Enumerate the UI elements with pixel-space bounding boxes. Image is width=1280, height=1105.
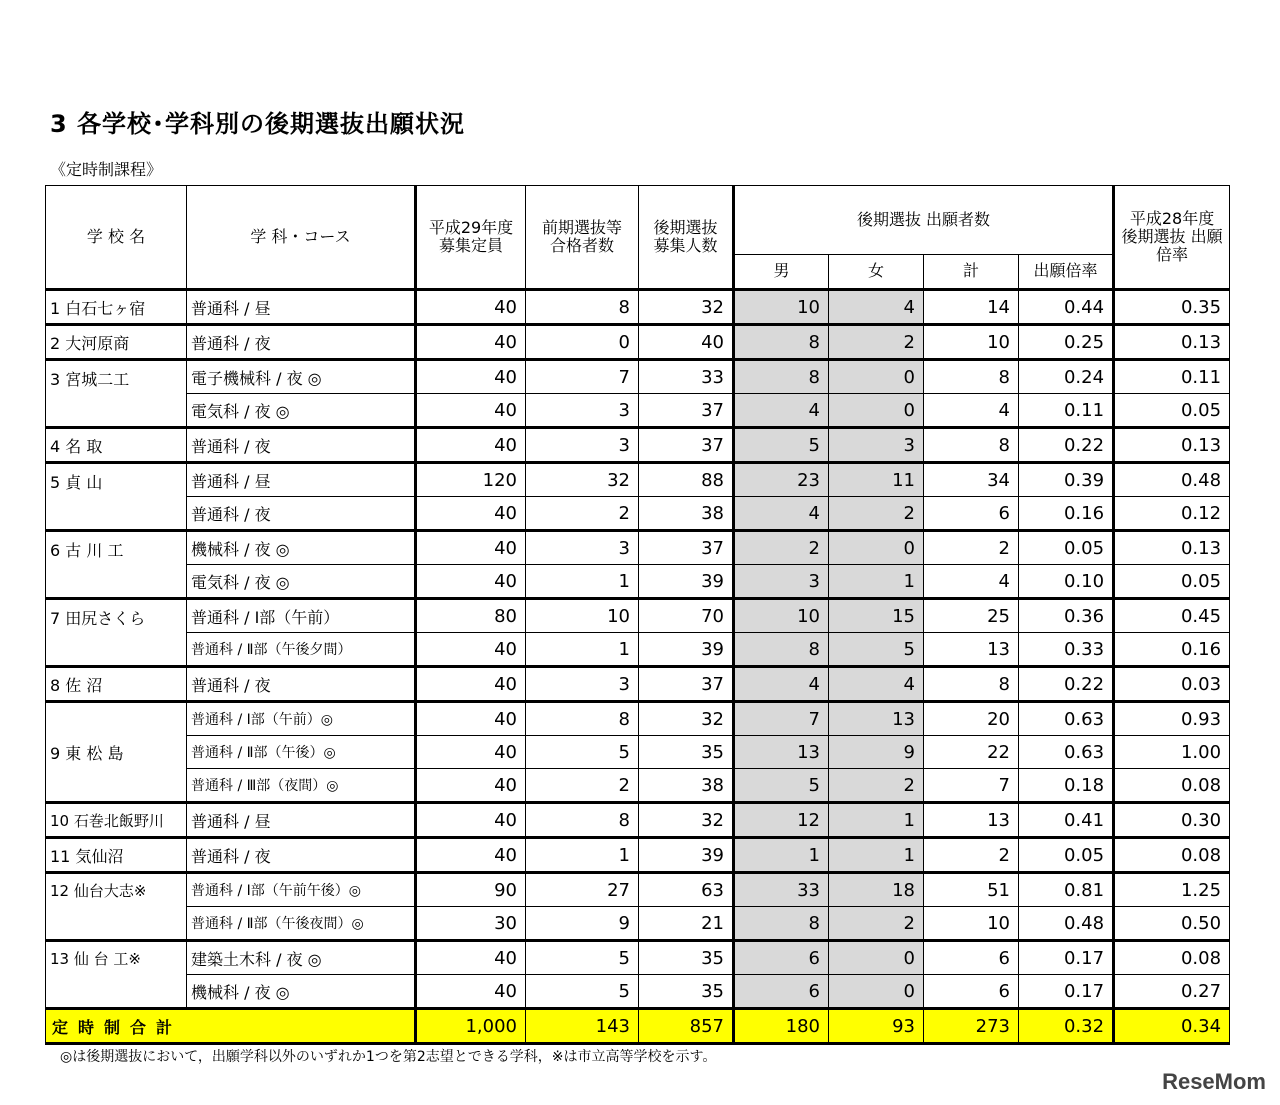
header-quota: 平成29年度 募集定員 <box>416 186 526 290</box>
total-cell: 25 <box>924 599 1019 633</box>
prev-cell: 0.12 <box>1114 497 1230 531</box>
ratio-cell: 0.17 <box>1019 941 1114 975</box>
total-cell: 13 <box>924 633 1019 667</box>
course-cell: 普通科 / Ⅲ部（夜間）◎ <box>187 769 416 803</box>
table-row <box>46 497 1230 531</box>
ratio-cell: 0.48 <box>1019 907 1114 941</box>
prev-cell: 0.16 <box>1114 633 1230 667</box>
total-cell: 8 <box>924 360 1019 394</box>
quota-cell: 40 <box>416 769 526 803</box>
female-cell: 2 <box>829 769 924 803</box>
prev-cell: 0.03 <box>1114 667 1230 702</box>
late-cell: 39 <box>639 565 734 599</box>
late-cell: 32 <box>639 290 734 325</box>
late-cell: 88 <box>639 463 734 497</box>
male-cell: 4 <box>734 667 829 702</box>
male-cell: 1 <box>734 838 829 873</box>
late-cell: 37 <box>639 428 734 463</box>
table-row <box>46 325 1230 360</box>
school-name-cell: 1 白石七ヶ宿 <box>46 290 187 325</box>
ratio-cell: 0.81 <box>1019 873 1114 907</box>
course-cell: 普通科 / 昼 <box>187 803 416 838</box>
quota-cell: 40 <box>416 975 526 1009</box>
male-cell: 4 <box>734 497 829 531</box>
total-early-cell: 143 <box>526 1009 639 1044</box>
table-row <box>46 803 1230 838</box>
total-cell: 10 <box>924 907 1019 941</box>
male-cell: 3 <box>734 565 829 599</box>
female-cell: 13 <box>829 702 924 736</box>
female-cell: 15 <box>829 599 924 633</box>
prev-cell: 0.08 <box>1114 838 1230 873</box>
total-row <box>46 1009 1230 1044</box>
ratio-cell: 0.22 <box>1019 667 1114 702</box>
header-school: 学 校 名 <box>46 186 187 290</box>
ratio-cell: 0.22 <box>1019 428 1114 463</box>
total-cell: 51 <box>924 873 1019 907</box>
early-cell: 3 <box>526 531 639 565</box>
total-male-cell: 180 <box>734 1009 829 1044</box>
ratio-cell: 0.05 <box>1019 838 1114 873</box>
early-cell: 3 <box>526 394 639 428</box>
course-cell: 普通科 / 昼 <box>187 463 416 497</box>
course-cell: 普通科 / Ⅱ部（午後）◎ <box>187 736 416 769</box>
quota-cell: 40 <box>416 290 526 325</box>
female-cell: 4 <box>829 290 924 325</box>
quota-cell: 120 <box>416 463 526 497</box>
ratio-cell: 0.16 <box>1019 497 1114 531</box>
course-cell: 普通科 / 昼 <box>187 290 416 325</box>
page-title: 3 各学校･学科別の後期選抜出願状況 <box>50 110 466 138</box>
ratio-cell: 0.10 <box>1019 565 1114 599</box>
header-late-recruit: 後期選抜 募集人数 <box>639 186 734 290</box>
total-cell: 6 <box>924 497 1019 531</box>
early-cell: 10 <box>526 599 639 633</box>
total-female-cell: 93 <box>829 1009 924 1044</box>
early-cell: 8 <box>526 290 639 325</box>
prev-cell: 1.25 <box>1114 873 1230 907</box>
ratio-cell: 0.41 <box>1019 803 1114 838</box>
prev-cell: 0.11 <box>1114 360 1230 394</box>
course-cell: 普通科 / Ⅱ部（午後夕間） <box>187 633 416 667</box>
female-cell: 11 <box>829 463 924 497</box>
application-status-table <box>45 185 1230 1045</box>
male-cell: 8 <box>734 633 829 667</box>
course-cell: 機械科 / 夜 ◎ <box>187 531 416 565</box>
prev-cell: 0.27 <box>1114 975 1230 1009</box>
school-name-cell: 3 宮城二工 <box>46 360 187 428</box>
early-cell: 9 <box>526 907 639 941</box>
ratio-cell: 0.25 <box>1019 325 1114 360</box>
total-cell: 22 <box>924 736 1019 769</box>
ratio-cell: 0.63 <box>1019 702 1114 736</box>
late-cell: 37 <box>639 531 734 565</box>
late-cell: 35 <box>639 975 734 1009</box>
ratio-cell: 0.39 <box>1019 463 1114 497</box>
prev-cell: 0.30 <box>1114 803 1230 838</box>
school-name-cell: 11 気仙沼 <box>46 838 187 873</box>
late-cell: 35 <box>639 736 734 769</box>
early-cell: 3 <box>526 667 639 702</box>
total-cell: 7 <box>924 769 1019 803</box>
school-name-cell: 9 東 松 島 <box>46 702 187 803</box>
early-cell: 8 <box>526 702 639 736</box>
quota-cell: 40 <box>416 667 526 702</box>
late-cell: 63 <box>639 873 734 907</box>
quota-cell: 40 <box>416 497 526 531</box>
prev-cell: 0.45 <box>1114 599 1230 633</box>
total-prev-cell: 0.34 <box>1114 1009 1230 1044</box>
male-cell: 5 <box>734 769 829 803</box>
male-cell: 5 <box>734 428 829 463</box>
female-cell: 1 <box>829 565 924 599</box>
early-cell: 8 <box>526 803 639 838</box>
late-cell: 39 <box>639 838 734 873</box>
total-cell: 8 <box>924 667 1019 702</box>
ratio-cell: 0.05 <box>1019 531 1114 565</box>
early-cell: 0 <box>526 325 639 360</box>
header-course: 学 科・コース <box>187 186 416 290</box>
prev-cell: 0.13 <box>1114 428 1230 463</box>
table-row <box>46 736 1230 769</box>
school-name-cell: 10 石巻北飯野川 <box>46 803 187 838</box>
male-cell: 4 <box>734 394 829 428</box>
course-cell: 普通科 / Ⅱ部（午後夜間）◎ <box>187 907 416 941</box>
ratio-cell: 0.17 <box>1019 975 1114 1009</box>
quota-cell: 40 <box>416 360 526 394</box>
school-name-cell: 7 田尻さくら <box>46 599 187 667</box>
school-name-cell: 8 佐 沼 <box>46 667 187 702</box>
course-cell: 建築土木科 / 夜 ◎ <box>187 941 416 975</box>
prev-cell: 0.93 <box>1114 702 1230 736</box>
late-cell: 70 <box>639 599 734 633</box>
course-cell: 普通科 / 夜 <box>187 428 416 463</box>
female-cell: 0 <box>829 360 924 394</box>
late-cell: 33 <box>639 360 734 394</box>
table-row <box>46 428 1230 463</box>
late-cell: 37 <box>639 394 734 428</box>
female-cell: 9 <box>829 736 924 769</box>
female-cell: 0 <box>829 531 924 565</box>
ratio-cell: 0.33 <box>1019 633 1114 667</box>
header-applicants: 後期選抜 出願者数 <box>734 186 1114 255</box>
quota-cell: 40 <box>416 838 526 873</box>
course-cell: 普通科 / 夜 <box>187 667 416 702</box>
footnote: ◎は後期選抜において，出願学科以外のいずれか1つを第2志望とできる学科，※は市立高等学校を示す。 <box>60 1049 717 1065</box>
female-cell: 2 <box>829 907 924 941</box>
late-cell: 38 <box>639 769 734 803</box>
late-cell: 40 <box>639 325 734 360</box>
header-ratio: 出願倍率 <box>1019 254 1114 289</box>
male-cell: 8 <box>734 360 829 394</box>
female-cell: 0 <box>829 975 924 1009</box>
prev-cell: 0.05 <box>1114 565 1230 599</box>
course-cell: 普通科 / Ⅰ部（午前） <box>187 599 416 633</box>
prev-cell: 0.50 <box>1114 907 1230 941</box>
early-cell: 1 <box>526 565 639 599</box>
ratio-cell: 0.18 <box>1019 769 1114 803</box>
quota-cell: 40 <box>416 394 526 428</box>
male-cell: 12 <box>734 803 829 838</box>
ratio-cell: 0.24 <box>1019 360 1114 394</box>
table-row <box>46 702 1230 736</box>
early-cell: 1 <box>526 633 639 667</box>
table-row <box>46 633 1230 667</box>
total-cell: 34 <box>924 463 1019 497</box>
late-cell: 37 <box>639 667 734 702</box>
prev-cell: 0.35 <box>1114 290 1230 325</box>
total-cell: 4 <box>924 565 1019 599</box>
table-row <box>46 769 1230 803</box>
male-cell: 13 <box>734 736 829 769</box>
early-cell: 7 <box>526 360 639 394</box>
table-row <box>46 463 1230 497</box>
school-name-cell: 13 仙 台 工※ <box>46 941 187 1009</box>
total-label: 定時制合計 <box>46 1009 416 1044</box>
header-prev-ratio: 平成28年度 後期選抜 出願倍率 <box>1114 186 1230 290</box>
male-cell: 6 <box>734 975 829 1009</box>
early-cell: 2 <box>526 497 639 531</box>
male-cell: 8 <box>734 325 829 360</box>
late-cell: 21 <box>639 907 734 941</box>
quota-cell: 40 <box>416 428 526 463</box>
table-row <box>46 360 1230 394</box>
section-subtitle: 《定時制課程》 <box>50 160 163 179</box>
table-row <box>46 290 1230 325</box>
quota-cell: 40 <box>416 531 526 565</box>
female-cell: 18 <box>829 873 924 907</box>
total-cell: 6 <box>924 941 1019 975</box>
table-row <box>46 838 1230 873</box>
late-cell: 32 <box>639 702 734 736</box>
quota-cell: 40 <box>416 565 526 599</box>
table-row <box>46 394 1230 428</box>
total-cell: 2 <box>924 838 1019 873</box>
total-cell: 2 <box>924 531 1019 565</box>
school-name-cell: 12 仙台大志※ <box>46 873 187 941</box>
early-cell: 27 <box>526 873 639 907</box>
male-cell: 6 <box>734 941 829 975</box>
early-cell: 1 <box>526 838 639 873</box>
table-row <box>46 907 1230 941</box>
female-cell: 1 <box>829 803 924 838</box>
prev-cell: 0.13 <box>1114 325 1230 360</box>
female-cell: 1 <box>829 838 924 873</box>
table-row <box>46 599 1230 633</box>
late-cell: 32 <box>639 803 734 838</box>
course-cell: 電気科 / 夜 ◎ <box>187 394 416 428</box>
course-cell: 普通科 / Ⅰ部（午前）◎ <box>187 702 416 736</box>
early-cell: 3 <box>526 428 639 463</box>
prev-cell: 1.00 <box>1114 736 1230 769</box>
total-cell: 10 <box>924 325 1019 360</box>
school-name-cell: 2 大河原商 <box>46 325 187 360</box>
quota-cell: 40 <box>416 803 526 838</box>
female-cell: 2 <box>829 497 924 531</box>
male-cell: 8 <box>734 907 829 941</box>
total-cell: 13 <box>924 803 1019 838</box>
total-cell: 8 <box>924 428 1019 463</box>
quota-cell: 40 <box>416 633 526 667</box>
early-cell: 5 <box>526 941 639 975</box>
resemom-logo: ReseMom <box>1162 1069 1266 1094</box>
header-female: 女 <box>829 254 924 289</box>
table-row <box>46 667 1230 702</box>
ratio-cell: 0.63 <box>1019 736 1114 769</box>
total-total-cell: 273 <box>924 1009 1019 1044</box>
prev-cell: 0.13 <box>1114 531 1230 565</box>
early-cell: 32 <box>526 463 639 497</box>
header-total: 計 <box>924 254 1019 289</box>
course-cell: 電気科 / 夜 ◎ <box>187 565 416 599</box>
prev-cell: 0.05 <box>1114 394 1230 428</box>
total-cell: 14 <box>924 290 1019 325</box>
quota-cell: 40 <box>416 941 526 975</box>
prev-cell: 0.48 <box>1114 463 1230 497</box>
late-cell: 39 <box>639 633 734 667</box>
school-name-cell: 6 古 川 工 <box>46 531 187 599</box>
quota-cell: 40 <box>416 736 526 769</box>
course-cell: 普通科 / 夜 <box>187 838 416 873</box>
early-cell: 2 <box>526 769 639 803</box>
female-cell: 0 <box>829 941 924 975</box>
school-name-cell: 5 貞 山 <box>46 463 187 531</box>
female-cell: 3 <box>829 428 924 463</box>
quota-cell: 40 <box>416 325 526 360</box>
header-male: 男 <box>734 254 829 289</box>
course-cell: 普通科 / 夜 <box>187 497 416 531</box>
course-cell: 機械科 / 夜 ◎ <box>187 975 416 1009</box>
course-cell: 普通科 / 夜 <box>187 325 416 360</box>
male-cell: 23 <box>734 463 829 497</box>
total-cell: 20 <box>924 702 1019 736</box>
female-cell: 4 <box>829 667 924 702</box>
early-cell: 5 <box>526 736 639 769</box>
prev-cell: 0.08 <box>1114 769 1230 803</box>
table-row <box>46 873 1230 907</box>
quota-cell: 80 <box>416 599 526 633</box>
ratio-cell: 0.11 <box>1019 394 1114 428</box>
female-cell: 0 <box>829 394 924 428</box>
quota-cell: 90 <box>416 873 526 907</box>
ratio-cell: 0.36 <box>1019 599 1114 633</box>
early-cell: 5 <box>526 975 639 1009</box>
male-cell: 10 <box>734 599 829 633</box>
table-row <box>46 975 1230 1009</box>
total-ratio-cell: 0.32 <box>1019 1009 1114 1044</box>
school-name-cell: 4 名 取 <box>46 428 187 463</box>
total-cell: 4 <box>924 394 1019 428</box>
course-cell: 電子機械科 / 夜 ◎ <box>187 360 416 394</box>
header-early-passed: 前期選抜等 合格者数 <box>526 186 639 290</box>
ratio-cell: 0.44 <box>1019 290 1114 325</box>
table-row <box>46 565 1230 599</box>
quota-cell: 30 <box>416 907 526 941</box>
female-cell: 2 <box>829 325 924 360</box>
male-cell: 2 <box>734 531 829 565</box>
male-cell: 10 <box>734 290 829 325</box>
total-cell: 6 <box>924 975 1019 1009</box>
late-cell: 35 <box>639 941 734 975</box>
course-cell: 普通科 / Ⅰ部（午前午後）◎ <box>187 873 416 907</box>
table-row <box>46 531 1230 565</box>
table-row <box>46 941 1230 975</box>
late-cell: 38 <box>639 497 734 531</box>
male-cell: 7 <box>734 702 829 736</box>
total-late-cell: 857 <box>639 1009 734 1044</box>
total-quota-cell: 1,000 <box>416 1009 526 1044</box>
male-cell: 33 <box>734 873 829 907</box>
female-cell: 5 <box>829 633 924 667</box>
prev-cell: 0.08 <box>1114 941 1230 975</box>
quota-cell: 40 <box>416 702 526 736</box>
